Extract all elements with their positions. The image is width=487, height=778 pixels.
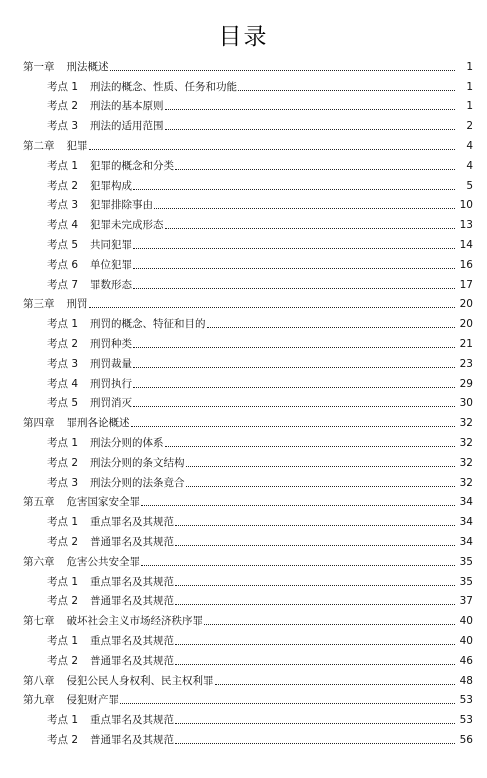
dot-leader <box>120 703 455 704</box>
dot-leader <box>215 684 456 685</box>
toc-entry-text: 刑罚种类 <box>90 337 133 350</box>
toc-entry-label <box>47 655 174 668</box>
toc-entry-label <box>47 595 174 608</box>
toc-section-entry[interactable] <box>0 196 487 216</box>
toc-page-number: 20 <box>459 298 473 311</box>
toc-section-entry[interactable] <box>0 275 487 295</box>
dot-leader <box>133 288 455 289</box>
toc-entry-text: 犯罪排除事由 <box>90 199 154 212</box>
toc-entry-text: 重点罪名及其规范 <box>90 516 175 529</box>
toc-section-entry[interactable] <box>0 354 487 374</box>
toc-entry-text: 刑罚消灭 <box>90 397 133 410</box>
toc-section-entry[interactable] <box>0 710 487 730</box>
toc-entry-label <box>23 417 130 430</box>
toc-page-number: 14 <box>459 238 473 251</box>
toc-page-number: 35 <box>459 555 473 568</box>
toc-entry-number: 考点 2 <box>47 456 79 469</box>
toc-entry-text: 罪刑各论概述 <box>66 417 130 430</box>
toc-entry-label <box>47 714 174 727</box>
toc-entry-label <box>47 516 174 529</box>
toc-entry-number: 考点 7 <box>47 278 79 291</box>
toc-entry-number: 第四章 <box>23 417 55 430</box>
toc-page-number: 35 <box>459 575 473 588</box>
toc-entry-number: 考点 1 <box>47 318 79 331</box>
toc-page-number: 29 <box>459 377 473 390</box>
toc-section-entry[interactable] <box>0 473 487 493</box>
toc-page-number: 34 <box>459 496 473 509</box>
toc-section-entry[interactable] <box>0 156 487 176</box>
toc-page-number: 48 <box>459 674 473 687</box>
toc-section-entry[interactable] <box>0 334 487 354</box>
toc-entry-number: 第五章 <box>23 496 55 509</box>
toc-page-number: 20 <box>459 318 473 331</box>
toc-page-number: 23 <box>459 357 473 370</box>
toc-page-number: 21 <box>459 337 473 350</box>
toc-page-number: 40 <box>459 615 473 628</box>
toc-entry-text: 犯罪的概念和分类 <box>90 159 175 172</box>
dot-leader <box>238 90 455 91</box>
toc-entry-text: 普通罪名及其规范 <box>90 733 175 746</box>
toc-entry-number: 考点 5 <box>47 397 79 410</box>
toc-page-number: 56 <box>459 733 473 746</box>
dot-leader <box>133 347 455 348</box>
toc-page-number: 2 <box>466 120 473 133</box>
toc-entry-number: 考点 1 <box>47 159 79 172</box>
toc-section-entry[interactable] <box>0 572 487 592</box>
toc-entry-label <box>47 120 164 133</box>
toc-entry-text: 共同犯罪 <box>90 238 133 251</box>
toc-entry-label <box>23 615 203 628</box>
toc-entry-text: 普通罪名及其规范 <box>90 595 175 608</box>
toc-entry-number: 考点 2 <box>47 654 79 667</box>
toc-entry-label <box>47 536 174 549</box>
dot-leader <box>110 70 456 71</box>
toc-entry-text: 刑法分则的体系 <box>90 436 164 449</box>
toc-title: 目录 <box>218 24 269 50</box>
toc-entry-text: 重点罪名及其规范 <box>90 714 175 727</box>
dot-leader <box>175 604 455 605</box>
toc-page-number: 1 <box>466 100 473 113</box>
toc-entry-number: 第八章 <box>23 674 55 687</box>
toc-section-entry[interactable] <box>0 433 487 453</box>
dot-leader <box>175 585 455 586</box>
toc-entry-number: 第七章 <box>23 615 55 628</box>
toc-entry-text: 刑法的概念、性质、任务和功能 <box>90 80 238 93</box>
toc-page-number: 17 <box>459 278 473 291</box>
toc-chapter-entry[interactable] <box>0 611 487 631</box>
dot-leader <box>175 644 455 645</box>
toc-entry-number: 考点 4 <box>47 219 79 232</box>
toc-entry-number: 考点 2 <box>47 733 79 746</box>
toc-entry-number: 考点 2 <box>47 337 79 350</box>
toc-section-entry[interactable] <box>0 592 487 612</box>
toc-entry-text: 刑罚裁量 <box>90 357 133 370</box>
dot-leader <box>165 446 455 447</box>
toc-entry-number: 第六章 <box>23 555 55 568</box>
toc-entry-label <box>47 100 164 113</box>
toc-entry-label <box>47 199 153 212</box>
toc-section-entry[interactable] <box>0 255 487 275</box>
dot-leader <box>175 664 455 665</box>
toc-entry-number: 考点 3 <box>47 357 79 370</box>
toc-entry-text: 刑罚执行 <box>90 377 133 390</box>
toc-entry-label <box>47 437 164 450</box>
toc-entry-label <box>47 279 132 292</box>
toc-entry-text: 刑罚 <box>66 298 88 311</box>
dot-leader <box>154 208 455 209</box>
toc-page-number: 34 <box>459 516 473 529</box>
toc-entry-text: 犯罪 <box>66 139 88 152</box>
toc-section-entry[interactable] <box>0 532 487 552</box>
toc-section-entry[interactable] <box>0 631 487 651</box>
toc-chapter-entry[interactable] <box>0 493 487 513</box>
toc-page-number: 30 <box>459 397 473 410</box>
toc-entry-number: 考点 1 <box>47 714 79 727</box>
toc-list <box>0 57 487 750</box>
toc-chapter-entry[interactable] <box>0 552 487 572</box>
toc-entry-label <box>23 496 140 509</box>
toc-entry-text: 罪数形态 <box>90 278 133 291</box>
toc-entry-label <box>23 140 88 153</box>
toc-entry-label <box>47 397 132 410</box>
toc-entry-text: 刑法的基本原则 <box>90 100 164 113</box>
toc-entry-text: 刑法分则的条文结构 <box>90 456 185 469</box>
toc-section-entry[interactable] <box>0 453 487 473</box>
toc-chapter-entry[interactable] <box>0 295 487 315</box>
dot-leader <box>175 169 455 170</box>
toc-section-entry[interactable] <box>0 235 487 255</box>
toc-entry-label <box>23 298 88 311</box>
toc-section-entry[interactable] <box>0 730 487 750</box>
toc-chapter-entry[interactable] <box>0 57 487 77</box>
toc-entry-number: 考点 2 <box>47 179 79 192</box>
toc-entry-number: 第二章 <box>23 139 55 152</box>
dot-leader <box>133 387 455 388</box>
toc-entry-label <box>23 556 140 569</box>
toc-page-number: 53 <box>459 694 473 707</box>
toc-entry-number: 考点 4 <box>47 377 79 390</box>
toc-section-entry[interactable] <box>0 215 487 235</box>
dot-leader <box>204 624 455 625</box>
toc-page-number: 32 <box>459 436 473 449</box>
toc-entry-text: 破坏社会主义市场经济秩序罪 <box>66 615 203 628</box>
toc-section-entry[interactable] <box>0 116 487 136</box>
toc-entry-text: 重点罪名及其规范 <box>90 634 175 647</box>
dot-leader <box>175 525 455 526</box>
toc-page-number: 32 <box>459 417 473 430</box>
toc-entry-number: 考点 3 <box>47 476 79 489</box>
toc-entry-label <box>23 61 109 74</box>
toc-page-number: 53 <box>459 714 473 727</box>
toc-entry-text: 普通罪名及其规范 <box>90 654 175 667</box>
toc-entry-label <box>47 81 237 94</box>
toc-entry-label <box>47 338 132 351</box>
dot-leader <box>133 248 455 249</box>
toc-entry-label <box>47 259 132 272</box>
toc-section-entry[interactable] <box>0 314 487 334</box>
toc-entry-label <box>47 734 174 747</box>
toc-section-entry[interactable] <box>0 176 487 196</box>
toc-page-number: 40 <box>459 634 473 647</box>
toc-entry-number: 第一章 <box>23 60 55 73</box>
toc-page-number: 4 <box>466 159 473 172</box>
toc-page-number: 34 <box>459 535 473 548</box>
dot-leader <box>165 228 455 229</box>
toc-chapter-entry[interactable] <box>0 136 487 156</box>
toc-entry-number: 考点 2 <box>47 100 79 113</box>
toc-entry-label <box>47 477 185 490</box>
dot-leader <box>133 406 455 407</box>
toc-section-entry[interactable] <box>0 651 487 671</box>
toc-section-entry[interactable] <box>0 374 487 394</box>
toc-entry-text: 刑法概述 <box>66 60 109 73</box>
toc-entry-number: 考点 3 <box>47 120 79 133</box>
toc-section-entry[interactable] <box>0 512 487 532</box>
toc-page-number: 1 <box>466 80 473 93</box>
toc-entry-label <box>47 457 185 470</box>
toc-section-entry[interactable] <box>0 97 487 117</box>
toc-entry-text: 刑法分则的法条竟合 <box>90 476 185 489</box>
toc-chapter-entry[interactable] <box>0 413 487 433</box>
toc-entry-label <box>47 180 132 193</box>
toc-entry-text: 危害公共安全罪 <box>66 555 140 568</box>
dot-leader <box>133 367 455 368</box>
dot-leader <box>89 307 456 308</box>
toc-page-number: 1 <box>466 60 473 73</box>
toc-entry-text: 侵犯公民人身权利、民主权利罪 <box>66 674 214 687</box>
toc-entry-text: 犯罪构成 <box>90 179 133 192</box>
toc-entry-text: 刑罚的概念、特征和目的 <box>90 318 206 331</box>
toc-entry-label <box>47 160 174 173</box>
toc-entry-number: 考点 2 <box>47 535 79 548</box>
dot-leader <box>186 466 455 467</box>
dot-leader <box>207 327 455 328</box>
toc-entry-number: 第三章 <box>23 298 55 311</box>
dot-leader <box>141 565 455 566</box>
toc-entry-number: 考点 1 <box>47 575 79 588</box>
toc-section-entry[interactable] <box>0 77 487 97</box>
toc-entry-text: 重点罪名及其规范 <box>90 575 175 588</box>
toc-entry-label <box>47 239 132 252</box>
toc-chapter-entry[interactable] <box>0 691 487 711</box>
toc-entry-text: 犯罪未完成形态 <box>90 219 164 232</box>
dot-leader <box>186 486 455 487</box>
toc-entry-number: 考点 2 <box>47 595 79 608</box>
toc-page-number: 10 <box>459 199 473 212</box>
toc-entry-number: 考点 1 <box>47 80 79 93</box>
toc-entry-number: 考点 1 <box>47 516 79 529</box>
dot-leader <box>133 268 455 269</box>
toc-entry-number: 考点 1 <box>47 436 79 449</box>
toc-page-number: 32 <box>459 456 473 469</box>
toc-page-number: 32 <box>459 476 473 489</box>
toc-entry-text: 刑法的适用范围 <box>90 120 164 133</box>
dot-leader <box>175 723 455 724</box>
toc-entry-label <box>47 219 164 232</box>
toc-entry-text: 侵犯财产罪 <box>66 694 119 707</box>
toc-chapter-entry[interactable] <box>0 671 487 691</box>
dot-leader <box>89 149 456 150</box>
dot-leader <box>165 129 455 130</box>
dot-leader <box>131 426 456 427</box>
toc-page-number: 4 <box>466 139 473 152</box>
toc-entry-label <box>47 358 132 371</box>
dot-leader <box>141 505 455 506</box>
toc-entry-text: 普通罪名及其规范 <box>90 535 175 548</box>
toc-entry-number: 第九章 <box>23 694 55 707</box>
toc-section-entry[interactable] <box>0 394 487 414</box>
toc-entry-number: 考点 5 <box>47 238 79 251</box>
toc-entry-text: 单位犯罪 <box>90 258 133 271</box>
toc-entry-number: 考点 1 <box>47 634 79 647</box>
toc-entry-text: 危害国家安全罪 <box>66 496 140 509</box>
toc-entry-label <box>47 576 174 589</box>
toc-page-number: 13 <box>459 219 473 232</box>
toc-page-number: 16 <box>459 258 473 271</box>
dot-leader <box>165 109 455 110</box>
toc-entry-label <box>47 378 132 391</box>
toc-entry-label <box>23 694 119 707</box>
dot-leader <box>175 545 455 546</box>
dot-leader <box>133 189 455 190</box>
toc-page-number: 46 <box>459 654 473 667</box>
toc-page-number: 37 <box>459 595 473 608</box>
toc-entry-number: 考点 3 <box>47 199 79 212</box>
toc-entry-number: 考点 6 <box>47 258 79 271</box>
dot-leader <box>175 743 455 744</box>
toc-entry-label <box>47 318 206 331</box>
toc-entry-label <box>47 635 174 648</box>
toc-page-number: 5 <box>466 179 473 192</box>
toc-entry-label <box>23 675 214 688</box>
